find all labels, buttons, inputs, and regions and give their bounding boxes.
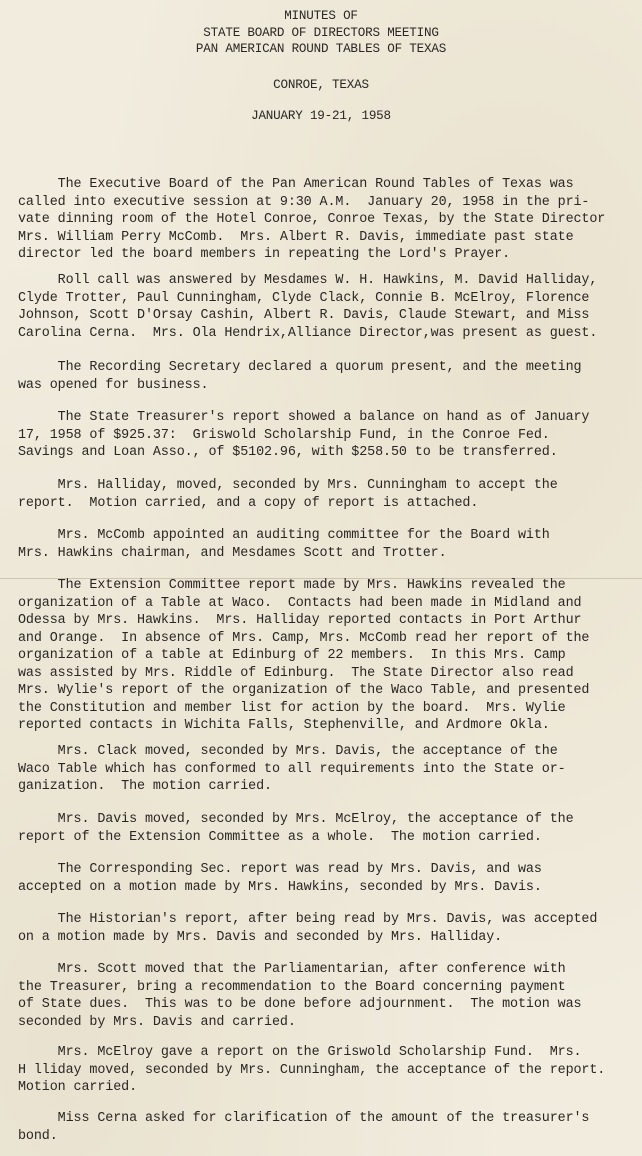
minutes-paragraph (18, 1110, 634, 1145)
minutes-paragraph (18, 1044, 634, 1097)
minutes-paragraph (18, 409, 634, 462)
paragraph-line: Mrs. Scott moved that the Parliamentarian, after conference with (18, 962, 566, 977)
paragraph-line: was assisted by Mrs. Riddle of Edinburg. The State Director also read (18, 665, 574, 681)
paragraph-line: report of the Extension Committee as a whole. The motion carried. (18, 829, 542, 845)
paragraph-line: H lliday moved, seconded by Mrs. Cunningham, the acceptance of the report. (18, 1062, 606, 1078)
organization-title: PAN AMERICAN ROUND TABLES OF TEXAS (195, 42, 447, 56)
paragraph-line: Carolina Cerna. Mrs. Ola Hendrix,Alliance Director,was present as guest. (18, 325, 598, 341)
paragraph-line: of State dues. This was to be done before adjournment. The motion was (18, 997, 582, 1012)
paragraph-line: Roll call was answered by Mesdames W. H. Hawkins, M. David Halliday, (18, 273, 598, 288)
paragraph-line: The Executive Board of the Pan American Round Tables of Texas was (18, 177, 574, 192)
paragraph-line: The State Treasurer's report showed a balance on hand as of January (18, 410, 590, 425)
minutes-paragraph (18, 743, 634, 796)
minutes-paragraph (18, 577, 634, 735)
minutes-paragraph (18, 477, 634, 512)
paragraph-line: director led the board members in repeating the Lord's Prayer. (18, 247, 511, 262)
paragraph-line: Mrs. McElroy gave a report on the Griswold Scholarship Fund. Mrs. (18, 1045, 582, 1060)
paragraph-line: vate dinning room of the Hotel Conroe, Conroe Texas, by the State Director (18, 212, 606, 227)
paragraph-line: seconded by Mrs. Davis and carried. (18, 1014, 296, 1030)
minutes-paragraph (18, 359, 634, 394)
paragraph-line: Mrs. Clack moved, seconded by Mrs. Davis, the acceptance of the (18, 744, 558, 759)
paragraph-line: organization of a table at Edinburg of 22 members. In this Mrs. Camp (18, 648, 566, 663)
paragraph-line: was opened for business. (18, 377, 209, 393)
paragraph-line: Waco Table which has conformed to all requirements into the State or- (18, 761, 566, 777)
paragraph-line: Odessa by Mrs. Hawkins. Mrs. Halliday reported contacts in Port Arthur (18, 613, 582, 628)
paragraph-line: 17, 1958 of $925.37: Griswold Scholarship Fund, in the Conroe Fed. (18, 427, 550, 443)
paragraph-line: ganization. The motion carried. (18, 779, 272, 794)
paragraph-line: called into executive session at 9:30 A.M. January 20, 1958 in the pri- (18, 194, 590, 210)
paragraph-line: Johnson, Scott D'Orsay Cashin, Albert R. Davis, Claude Stewart, and Miss (18, 308, 590, 323)
paragraph-line: reported contacts in Wichita Falls, Stephenville, and Ardmore Okla. (18, 718, 550, 733)
minutes-paragraph (18, 272, 634, 342)
paragraph-line: Mrs. Hawkins chairman, and Mesdames Scott and Trotter. (18, 545, 447, 561)
paragraph-line: report. Motion carried, and a copy of report is attached. (18, 495, 479, 511)
paragraph-line: and Orange. In absence of Mrs. Camp, Mrs. McComb read her report of the (18, 630, 590, 646)
paragraph-line: Clyde Trotter, Paul Cunningham, Clyde Clack, Connie B. McElroy, Florence (18, 290, 590, 306)
minutes-paragraph (18, 961, 634, 1031)
paragraph-line: the Treasurer, bring a recommendation to the Board concerning payment (18, 979, 566, 995)
paragraph-line: organization of a Table at Waco. Contacts had been made in Midland and (18, 595, 582, 611)
paragraph-line: on a motion made by Mrs. Davis and seconded by Mrs. Halliday. (18, 929, 503, 945)
paragraph-line: The Historian's report, after being read by Mrs. Davis, was accepted (18, 912, 598, 927)
paragraph-line: Mrs. Halliday, moved, seconded by Mrs. Cunningham to accept the (18, 478, 558, 493)
paragraph-line: The Extension Committee report made by Mrs. Hawkins revealed the (18, 578, 566, 593)
minutes-paragraph (18, 911, 634, 946)
paragraph-line: Miss Cerna asked for clarification of the amount of the treasurer's (18, 1111, 590, 1126)
paragraph-line: Mrs. William Perry McComb. Mrs. Albert R. Davis, immediate past state (18, 229, 574, 245)
paragraph-line: The Recording Secretary declared a quorum present, and the meeting (18, 360, 582, 375)
meeting-dates: JANUARY 19-21, 1958 (251, 109, 391, 123)
paragraph-line: accepted on a motion made by Mrs. Hawkins, seconded by Mrs. Davis. (18, 879, 542, 895)
paragraph-line: Savings and Loan Asso., of $5102.96, with $258.50 to be transferred. (18, 445, 558, 460)
paragraph-line: The Corresponding Sec. report was read by Mrs. Davis, and was (18, 862, 542, 877)
paragraph-line: the Constitution and member list for action by the board. Mrs. Wylie (18, 700, 566, 716)
minutes-heading: MINUTES OF (284, 9, 358, 23)
meeting-title: STATE BOARD OF DIRECTORS MEETING (203, 26, 439, 40)
paragraph-line: Mrs. Davis moved, seconded by Mrs. McElroy, the acceptance of the (18, 812, 574, 827)
paragraph-line: bond. (18, 1128, 58, 1144)
minutes-paragraph (18, 861, 634, 896)
meeting-location: CONROE, TEXAS (273, 78, 369, 92)
minutes-paragraph (18, 811, 634, 846)
paragraph-line: Motion carried. (18, 1080, 138, 1095)
paragraph-line: Mrs. Wylie's report of the organization of the Waco Table, and presented (18, 683, 590, 698)
paragraph-line: Mrs. McComb appointed an auditing committee for the Board with (18, 528, 550, 543)
minutes-paragraph (18, 527, 634, 562)
minutes-paragraph (18, 176, 634, 264)
